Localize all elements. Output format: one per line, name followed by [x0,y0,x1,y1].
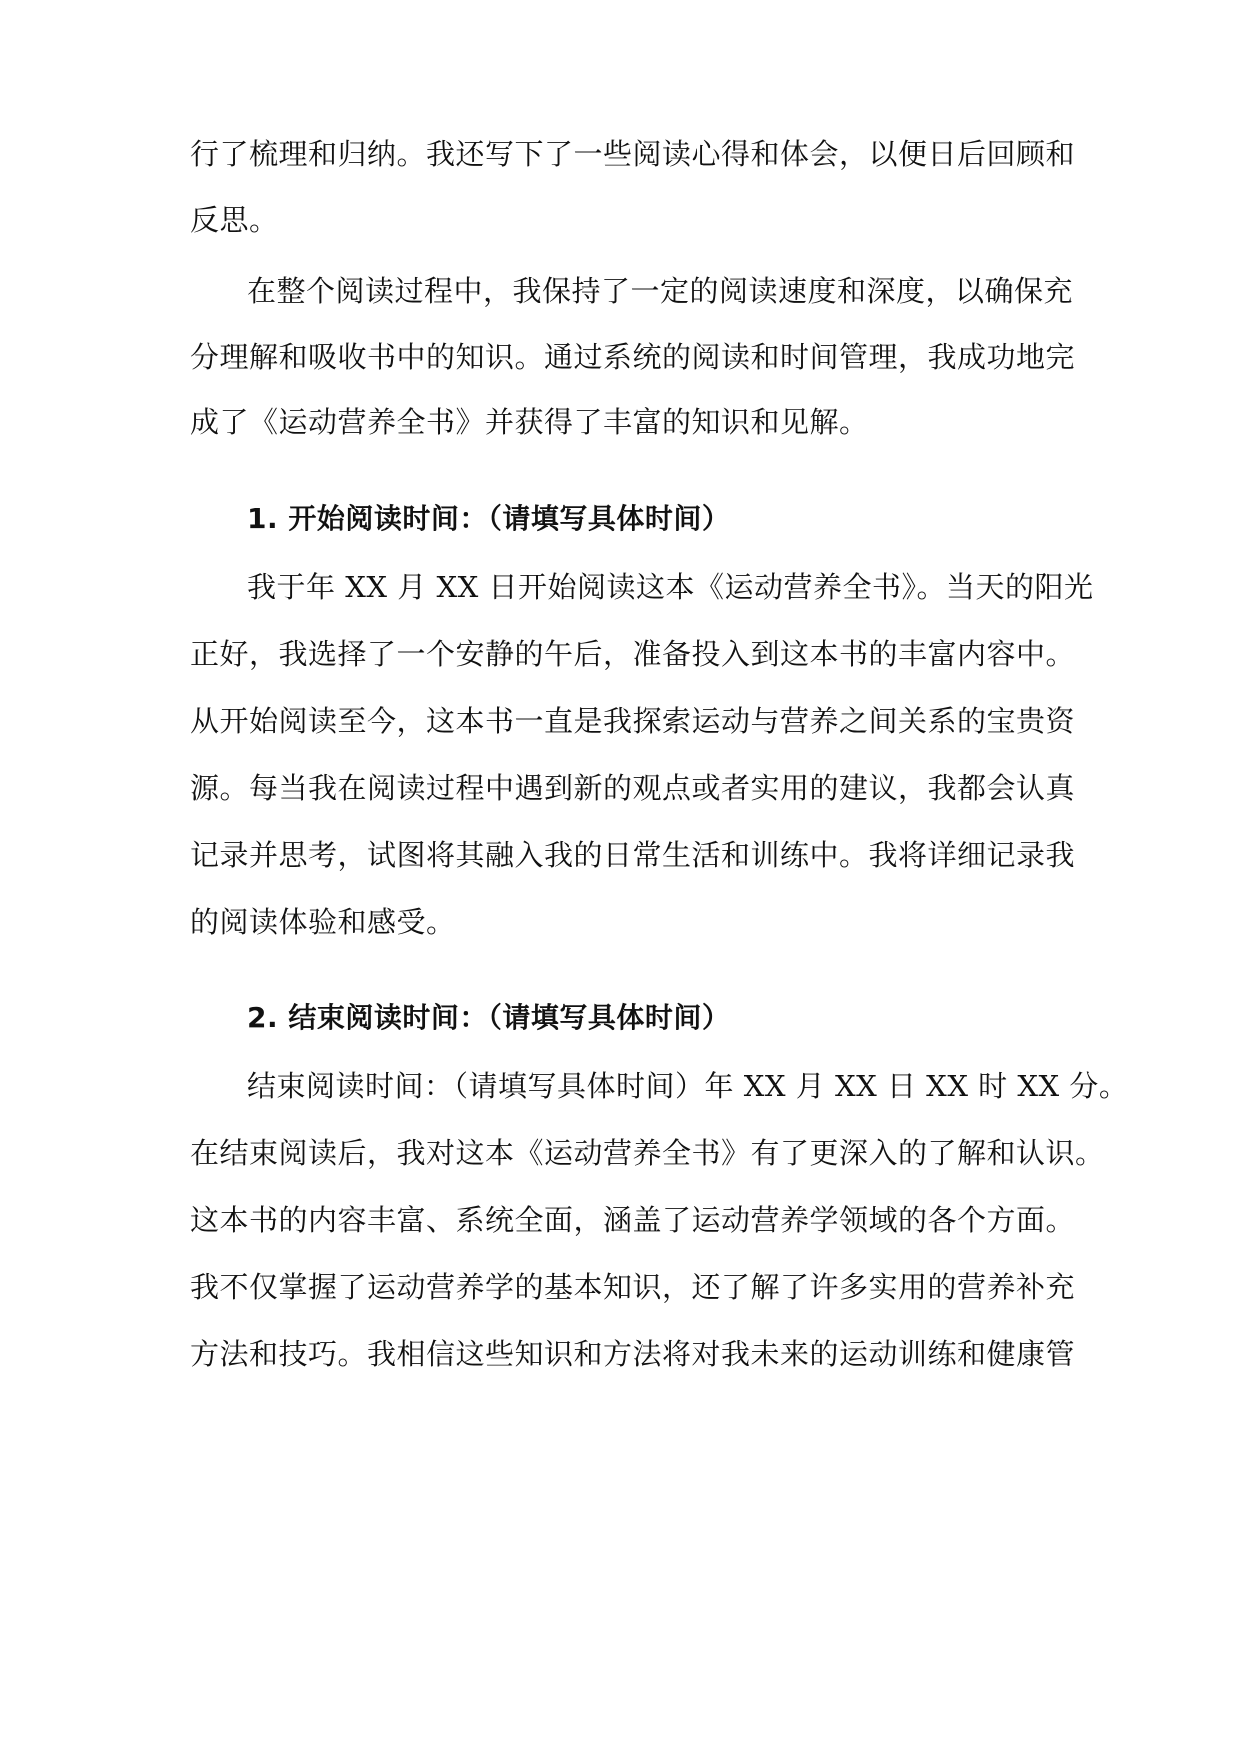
paragraph-line: 方法和技巧。我相信这些知识和方法将对我未来的运动训练和健康管 [190,1337,1076,1371]
paragraph-line: 结束阅读时间：（请填写具体时间）年 XX 月 XX 日 XX 时 XX 分。 [247,1069,1129,1103]
paragraph-line: 行了梳理和归纳。我还写下了一些阅读心得和体会，以便日后回顾和 [190,137,1076,171]
section-heading-end-time: 2. 结束阅读时间：（请填写具体时间） [247,1001,731,1034]
paragraph-line: 记录并思考，试图将其融入我的日常生活和训练中。我将详细记录我 [190,838,1076,872]
paragraph-line: 在结束阅读后，我对这本《运动营养全书》有了更深入的了解和认识。 [190,1136,1105,1170]
paragraph-line: 我不仅掌握了运动营养学的基本知识，还了解了许多实用的营养补充 [190,1270,1076,1304]
paragraph-line: 这本书的内容丰富、系统全面，涵盖了运动营养学领域的各个方面。 [190,1203,1076,1237]
paragraph-line: 我于年 XX 月 XX 日开始阅读这本《运动营养全书》。当天的阳光 [247,570,1094,604]
paragraph-line: 的阅读体验和感受。 [190,905,456,939]
paragraph-line: 反思。 [190,203,279,237]
paragraph-line: 从开始阅读至今，这本书一直是我探索运动与营养之间关系的宝贵资 [190,704,1076,738]
section-heading-start-time: 1. 开始阅读时间：（请填写具体时间） [247,502,731,535]
paragraph-line: 在整个阅读过程中，我保持了一定的阅读速度和深度，以确保充 [247,274,1074,308]
paragraph-line: 源。每当我在阅读过程中遇到新的观点或者实用的建议，我都会认真 [190,771,1076,805]
paragraph-line: 成了《运动营养全书》并获得了丰富的知识和见解。 [190,405,869,439]
paragraph-line: 正好，我选择了一个安静的午后，准备投入到这本书的丰富内容中。 [190,637,1076,671]
paragraph-line: 分理解和吸收书中的知识。通过系统的阅读和时间管理，我成功地完 [190,340,1076,374]
